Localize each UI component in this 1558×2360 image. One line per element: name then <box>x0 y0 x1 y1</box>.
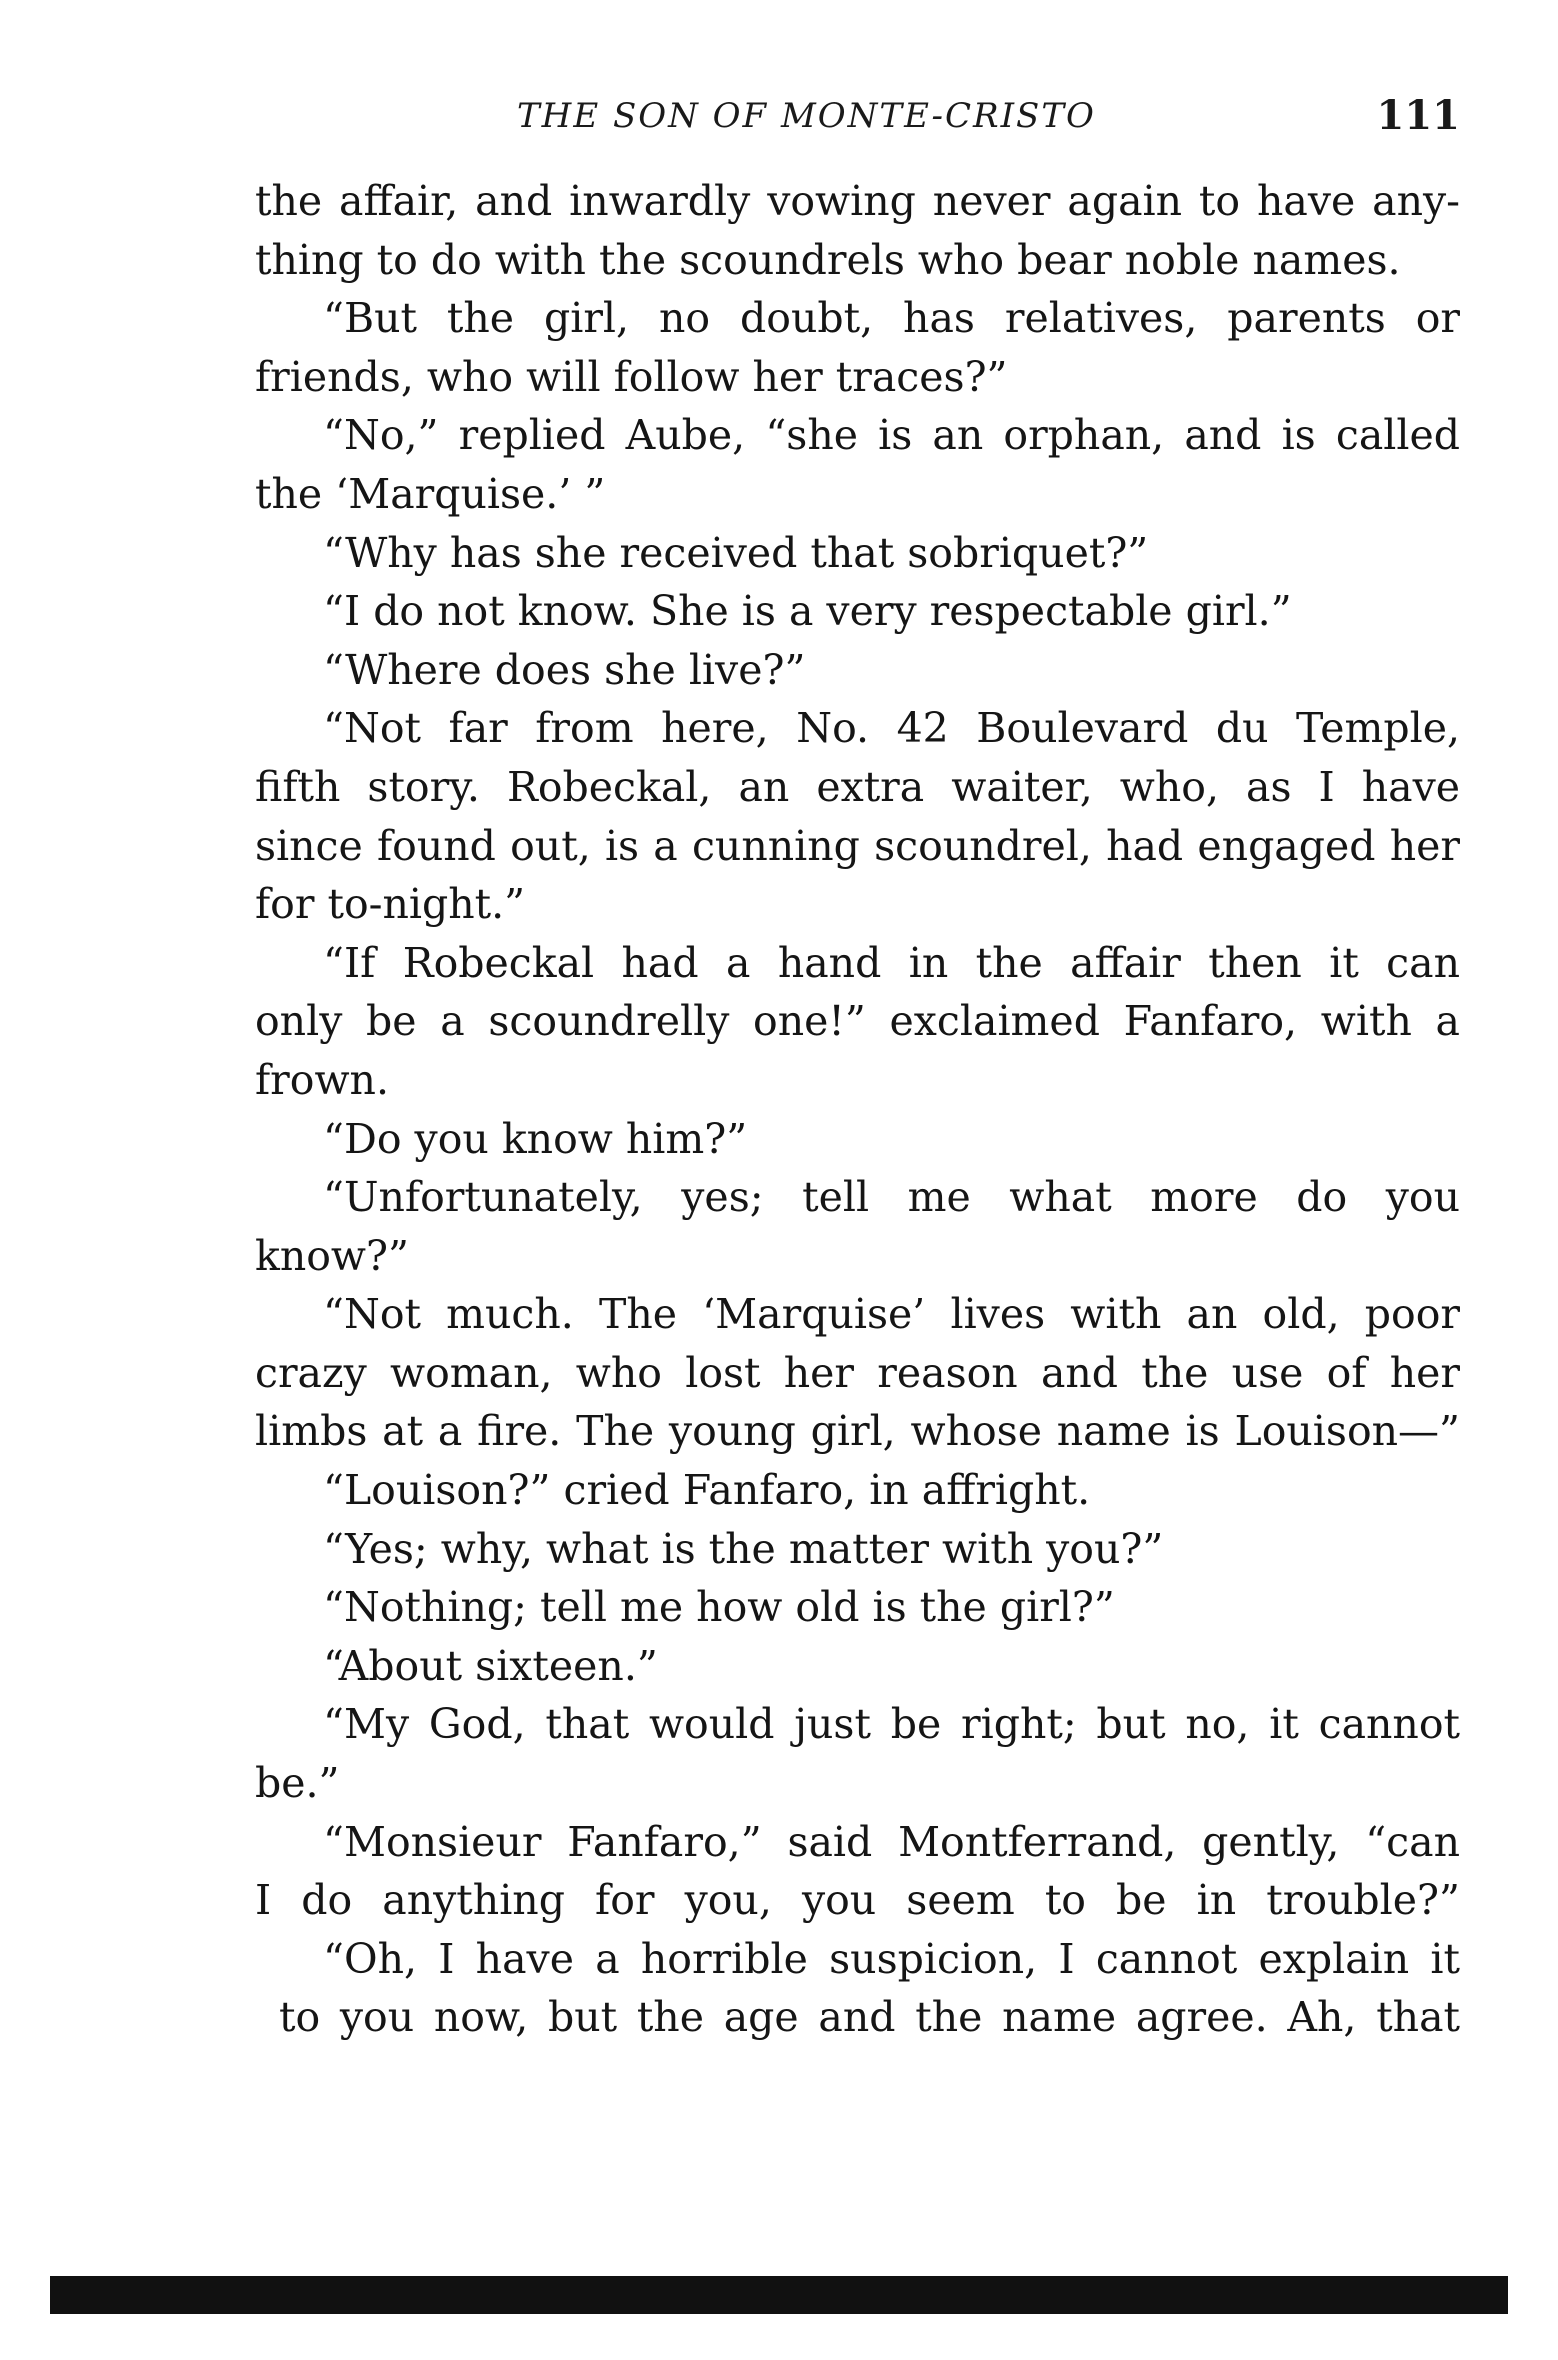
text-line: “Oh, I have a horrible suspicion, I cannot explain it <box>323 1934 1460 1983</box>
text-line: “But the girl, no doubt, has relatives, parents or <box>323 294 1460 343</box>
page-header <box>255 88 1460 148</box>
text-line: “Why has she received that sobriquet?” <box>323 528 1149 577</box>
text-line: fifth story. Robeckal, an extra waiter, who, as I have <box>255 762 1460 811</box>
text-line: “Unfortunately, yes; tell me what more do you <box>323 1173 1460 1222</box>
text-line: “If Robeckal had a hand in the affair then it can <box>323 938 1460 987</box>
text-line: be.” <box>255 1759 340 1808</box>
text-line: “About sixteen.” <box>323 1641 658 1690</box>
text-line: “Do you know him?” <box>323 1114 748 1163</box>
text-line: “Where does she live?” <box>323 645 806 694</box>
text-line: “My God, that would just be right; but no, it cannot <box>323 1700 1460 1749</box>
body-text <box>255 172 1460 2047</box>
text-line: crazy woman, who lost her reason and the use of her <box>255 1348 1460 1397</box>
text-line: “Nothing; tell me how old is the girl?” <box>323 1583 1115 1632</box>
text-line: thing to do with the scoundrels who bear noble names. <box>255 235 1401 284</box>
text-line: “Louison?” cried Fanfaro, in affright. <box>323 1466 1091 1515</box>
text-line: since found out, is a cunning scoundrel, had engaged her <box>255 821 1460 870</box>
text-line: “No,” replied Aube, “she is an orphan, and is called <box>323 411 1460 460</box>
running-title: THE SON OF MONTE-CRISTO <box>517 96 1096 136</box>
text-line: frown. <box>255 1055 389 1104</box>
text-line: the ‘Marquise.’ ” <box>255 469 606 518</box>
text-line: know?” <box>255 1231 409 1280</box>
text-line: “I do not know. She is a very respectable girl.” <box>323 587 1292 636</box>
text-line: I do anything for you, you seem to be in trouble?” <box>255 1876 1460 1925</box>
text-line: only be a scoundrelly one!” exclaimed Fanfaro, with a <box>255 997 1460 1046</box>
text-line: to you now, but the age and the name agree. Ah, that <box>279 1993 1460 2042</box>
text-line: the affair, and inwardly vowing never again to have any- <box>255 177 1460 225</box>
text-line: “Yes; why, what is the matter with you?” <box>323 1524 1164 1573</box>
text-line: “Not much. The ‘Marquise’ lives with an old, poor <box>323 1290 1460 1339</box>
page-number: 111 <box>1376 92 1460 139</box>
bottom-rule <box>50 2276 1508 2314</box>
text-line: for to-night.” <box>255 880 526 929</box>
text-line: “Monsieur Fanfaro,” said Montferrand, gently, “can <box>323 1817 1460 1866</box>
text-line: “Not far from here, No. 42 Boulevard du Temple, <box>323 704 1460 753</box>
text-line: friends, who will follow her traces?” <box>255 352 1008 401</box>
text-line: limbs at a fire. The young girl, whose name is Louison—” <box>255 1407 1460 1456</box>
